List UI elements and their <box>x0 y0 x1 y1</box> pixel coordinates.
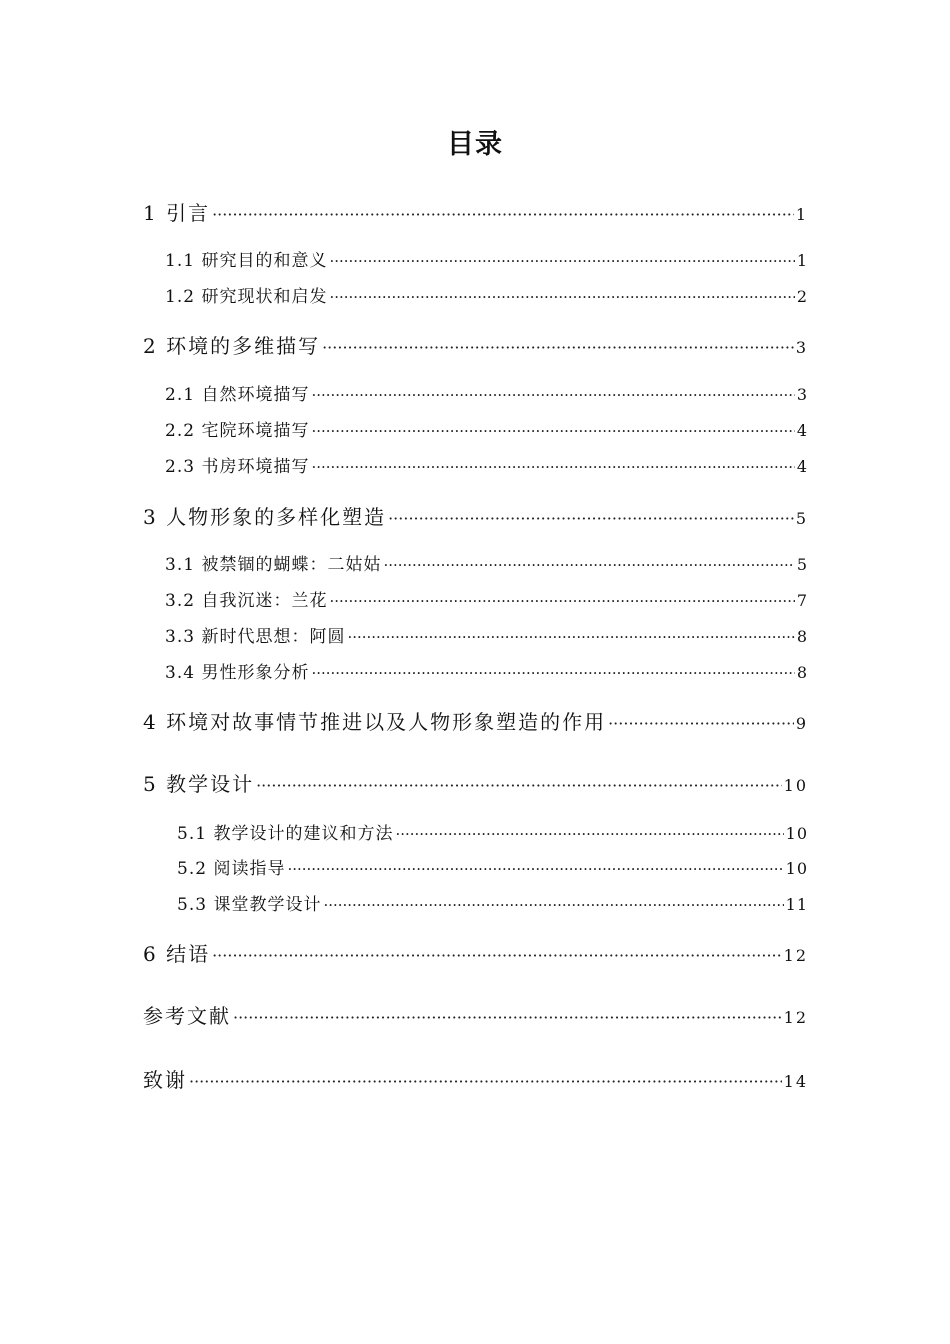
toc-entry <box>143 768 808 797</box>
toc-entry-page: 11 <box>785 895 808 914</box>
dot-leader <box>395 825 783 843</box>
dot-leader <box>212 205 794 224</box>
toc-entry <box>165 658 808 683</box>
toc-entry-label: 5 教学设计 <box>143 772 255 796</box>
toc-entry-label: 3.4 男性形象分析 <box>165 663 310 683</box>
toc-entry <box>165 416 808 441</box>
toc-entry <box>165 246 808 271</box>
toc-entry <box>165 282 808 307</box>
toc-entry <box>143 501 808 530</box>
toc-entry-page: 8 <box>796 663 808 682</box>
toc-entry-label: 1.1 研究目的和意义 <box>165 251 328 271</box>
toc-entry-label: 致谢 <box>143 1068 187 1092</box>
toc-entry-label: 5.3 课堂教学设计 <box>177 895 322 915</box>
toc-entry <box>143 938 808 967</box>
toc-entry <box>143 1064 808 1093</box>
toc-entry-label: 4 环境对故事情节推进以及人物形象塑造的作用 <box>143 710 607 734</box>
toc-entry <box>177 890 808 915</box>
toc-entry-label: 2.3 书房环境描写 <box>165 457 310 477</box>
toc-title: 目录 <box>447 129 503 160</box>
dot-leader <box>311 422 794 440</box>
toc-entry-page: 3 <box>795 338 808 357</box>
dot-leader <box>311 664 794 682</box>
toc-entry-label: 3.3 新时代思想：阿圆 <box>165 627 346 647</box>
toc-entry-label: 2 环境的多维描写 <box>143 334 321 358</box>
dot-leader <box>329 288 794 306</box>
toc-entry <box>177 854 808 879</box>
toc-entry <box>143 330 808 359</box>
toc-entry-label: 3.2 自我沉迷：兰花 <box>165 591 328 611</box>
dot-leader <box>287 860 783 878</box>
dot-leader <box>311 458 794 476</box>
toc-entry-page: 10 <box>785 824 808 843</box>
toc-entry-label: 3 人物形象的多样化塑造 <box>143 505 387 529</box>
toc-entry-page: 12 <box>783 946 808 965</box>
dot-leader <box>329 252 794 270</box>
dot-leader <box>189 1072 782 1091</box>
toc-entry-label: 5.1 教学设计的建议和方法 <box>177 824 394 844</box>
toc-entry-page: 2 <box>796 287 808 306</box>
toc-entry-page: 7 <box>796 591 808 610</box>
dot-leader <box>233 1008 782 1027</box>
dot-leader <box>383 556 794 574</box>
toc-entry-page: 1 <box>795 205 808 224</box>
toc-entry <box>165 380 808 405</box>
toc-entry-page: 9 <box>795 714 808 733</box>
toc-entry <box>165 586 808 611</box>
toc-entry-page: 3 <box>796 385 808 404</box>
dot-leader <box>311 386 794 404</box>
toc-entry <box>165 622 808 647</box>
toc-entry-page: 5 <box>796 555 808 574</box>
toc-entry-label: 5.2 阅读指导 <box>177 859 286 879</box>
toc-entry <box>143 1000 808 1029</box>
toc-entry-page: 4 <box>796 457 808 476</box>
toc-entry <box>165 452 808 477</box>
toc-entry-page: 12 <box>783 1008 808 1027</box>
toc-entry-label: 3.1 被禁锢的蝴蝶：二姑姑 <box>165 555 382 575</box>
toc-entry-page: 10 <box>785 859 808 878</box>
toc-entry-label: 参考文献 <box>143 1004 231 1028</box>
toc-entry <box>143 706 808 735</box>
dot-leader <box>347 628 794 646</box>
dot-leader <box>322 338 794 357</box>
toc-entry-page: 4 <box>796 421 808 440</box>
toc-entry-label: 6 结语 <box>143 942 211 966</box>
toc-entry-page: 5 <box>795 509 808 528</box>
toc-entry <box>143 197 808 226</box>
dot-leader <box>388 509 794 528</box>
dot-leader <box>256 776 782 795</box>
toc-entry <box>177 819 808 844</box>
toc-entry-page: 8 <box>796 627 808 646</box>
toc-entry-label: 1 引言 <box>143 201 211 225</box>
dot-leader <box>608 714 794 733</box>
toc-entry-page: 1 <box>796 251 808 270</box>
toc-entry <box>165 550 808 575</box>
toc-entry-page: 10 <box>783 776 808 795</box>
toc-entry-label: 2.2 宅院环境描写 <box>165 421 310 441</box>
dot-leader <box>323 896 783 914</box>
dot-leader <box>212 946 782 965</box>
toc-entry-label: 1.2 研究现状和启发 <box>165 287 328 307</box>
dot-leader <box>329 592 794 610</box>
toc-entry-page: 14 <box>783 1072 808 1091</box>
toc-entry-label: 2.1 自然环境描写 <box>165 385 310 405</box>
